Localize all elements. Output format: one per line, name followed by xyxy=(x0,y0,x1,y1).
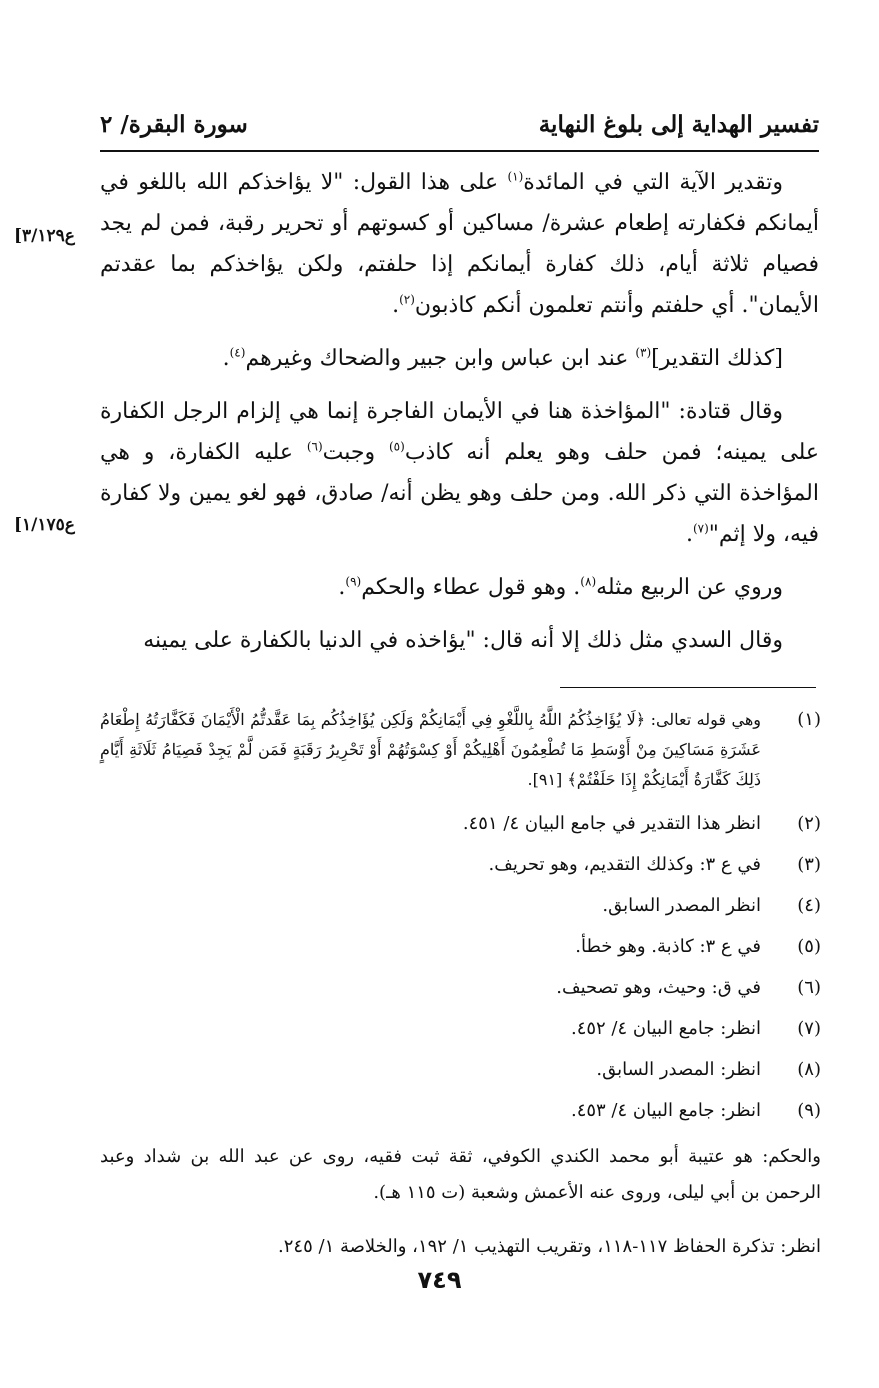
margin-manuscript-ref-1: [ع٣/١٢٩ xyxy=(14,226,75,246)
book-title: تفسير الهداية إلى بلوغ النهاية xyxy=(538,110,819,138)
footnote-number: (٨) xyxy=(797,1059,821,1080)
footnote-number: (٢) xyxy=(797,813,821,834)
paragraph-3 xyxy=(100,391,819,555)
footnote-number: (٧) xyxy=(797,1018,821,1039)
paragraph-2 xyxy=(100,338,819,379)
surah-label: سورة البقرة/ ٢ xyxy=(100,110,248,138)
footnote-references: انظر: تذكرة الحفاظ ١١٧-١١٨، وتقريب التهذيب ١/ ١٩٢، والخلاصة ١/ ٢٤٥. xyxy=(278,1236,821,1257)
text-run: . xyxy=(392,293,400,318)
paragraph-1 xyxy=(100,162,819,326)
text-run: . وهو قول عطاء والحكم xyxy=(361,575,581,600)
footnote-ref-1[interactable]: (١) xyxy=(507,169,524,184)
main-text xyxy=(100,162,819,661)
footnote-number: (٤) xyxy=(797,895,821,916)
page-number: ٧٤٩ xyxy=(417,1266,462,1294)
footnote-item xyxy=(100,967,821,1008)
footnote-text: انظر: جامع البيان ٤/ ٤٥٣. xyxy=(570,1100,761,1121)
margin-manuscript-ref-2: [ع١/١٧٥ xyxy=(14,515,75,535)
text-run: وروي عن الربيع مثله xyxy=(596,575,783,600)
text-run: [كذلك التقدير] xyxy=(651,346,783,371)
footnote-item xyxy=(100,926,821,967)
footnote-text: في ع ٣: وكذلك التقديم، وهو تحريف. xyxy=(488,854,761,875)
footnote-ref-2[interactable]: (٢) xyxy=(399,292,415,307)
text-run: عليه الكفارة، و هي المؤاخذة التي ذكر الله. ومن حلف وهو يظن أنه/ صادق، فهو لغو يمين ولا كفارة فيه، ولا إثم" xyxy=(100,440,819,547)
footnote-biography: والحكم: هو عتيبة أبو محمد الكندي الكوفي، ثقة ثبت فقيه، روى عن عبد الله بن شداد وعبد الرحمن بن أبي ليلى، وروى عنه الأعمش وشعبة (ت ١١٥ هـ). xyxy=(100,1146,821,1203)
text-run: . xyxy=(685,522,693,547)
paragraph-4 xyxy=(100,567,819,608)
footnote-ref-5[interactable]: (٥) xyxy=(388,439,405,454)
text-run: . xyxy=(222,346,230,371)
footnote-ref-7[interactable]: (٧) xyxy=(692,521,709,536)
text-run: على هذا القول: "لا يؤاخذكم الله باللغو في أيمانكم فكفارته إطعام عشرة/ مساكين أو كسوتهم أو تحرير رقبة، فمن لم يجد فصيام ثلاثة أيام، ذلك كفارة أيمانكم إذا حلفتم، ولكن يؤاخذكم بما عقدتم الأيمان". أي حلفتم وأنتم تعلمون أنكم كاذبون xyxy=(100,170,819,318)
footnote-text: انظر: المصدر السابق. xyxy=(596,1059,761,1080)
footnote-separator xyxy=(560,687,816,688)
footnote-number: (٩) xyxy=(797,1100,821,1121)
text-run: وتقدير الآية التي في المائدة xyxy=(523,170,783,195)
footnote-item xyxy=(100,803,821,844)
footnote-ref-6[interactable]: (٦) xyxy=(306,439,323,454)
footnote-item xyxy=(100,1049,821,1090)
footnote-ref-3[interactable]: (٣) xyxy=(635,345,652,360)
paragraph-5: وقال السدي مثل ذلك إلا أنه قال: "يؤاخذه في الدنيا بالكفارة على يمينه xyxy=(143,628,783,653)
footnote-item xyxy=(100,885,821,926)
footnote-number: (٦) xyxy=(797,977,821,998)
text-run: وقال قتادة: "المؤاخذة هنا في الأيمان الفاجرة إنما هي إلزام الرجل الكفارة على يمينه؛ فمن حلف وهو يعلم أنه كاذب xyxy=(100,399,819,465)
footnote-item xyxy=(100,844,821,885)
text-run: وجبت xyxy=(322,440,389,465)
header-rule xyxy=(100,150,819,152)
footnote-text: انظر هذا التقدير في جامع البيان ٤/ ٤٥١. xyxy=(462,813,761,834)
footnote-text: وهي قوله تعالى: ﴿لَا يُؤَاخِذُكُمُ اللَّهُ بِاللَّغْوِ فِي أَيْمَانِكُمْ وَلَكِن يُؤَاخِذُكُم بِمَا عَقَّدتُّمُ الْأَيْمَانَ فَكَفَّارَتُهُ إِطْعَامُ عَشَرَةِ مَسَاكِينَ مِنْ أَوْسَطِ مَا تُطْعِمُونَ أَهْلِيكُمْ أَوْ كِسْوَتُهُمْ أَوْ تَحْرِيرُ رَقَبَةٍ فَمَن لَّمْ يَجِدْ فَصِيَامُ ثَلَاثَةِ أَيَّامٍ ذَلِكَ كَفَّارَةُ أَيْمَانِكُمْ إِذَا حَلَفْتُمْ﴾ [٩١]. xyxy=(100,710,762,789)
footnote-item xyxy=(100,1008,821,1049)
footnote-text: في ع ٣: كاذبة. وهو خطأ. xyxy=(575,936,761,957)
footnote-item xyxy=(100,1090,821,1131)
footnote-number: (٥) xyxy=(797,936,821,957)
footnote-item xyxy=(100,705,821,795)
footnotes-section xyxy=(100,705,821,1283)
text-run: عند ابن عباس وابن جبير والضحاك وغيرهم xyxy=(245,346,636,371)
footnote-text: انظر المصدر السابق. xyxy=(602,895,761,916)
footnote-number: (٣) xyxy=(797,854,821,875)
text-run: . xyxy=(338,575,346,600)
footnote-ref-9[interactable]: (٩) xyxy=(345,574,362,589)
footnote-text: انظر: جامع البيان ٤/ ٤٥٢. xyxy=(570,1018,761,1039)
footnote-number: (١) xyxy=(797,709,821,730)
footnote-text: في ق: وحيث، وهو تصحيف. xyxy=(556,977,761,998)
footnote-ref-4[interactable]: (٤) xyxy=(229,345,246,360)
footnote-ref-8[interactable]: (٨) xyxy=(580,574,597,589)
running-header xyxy=(100,102,819,146)
